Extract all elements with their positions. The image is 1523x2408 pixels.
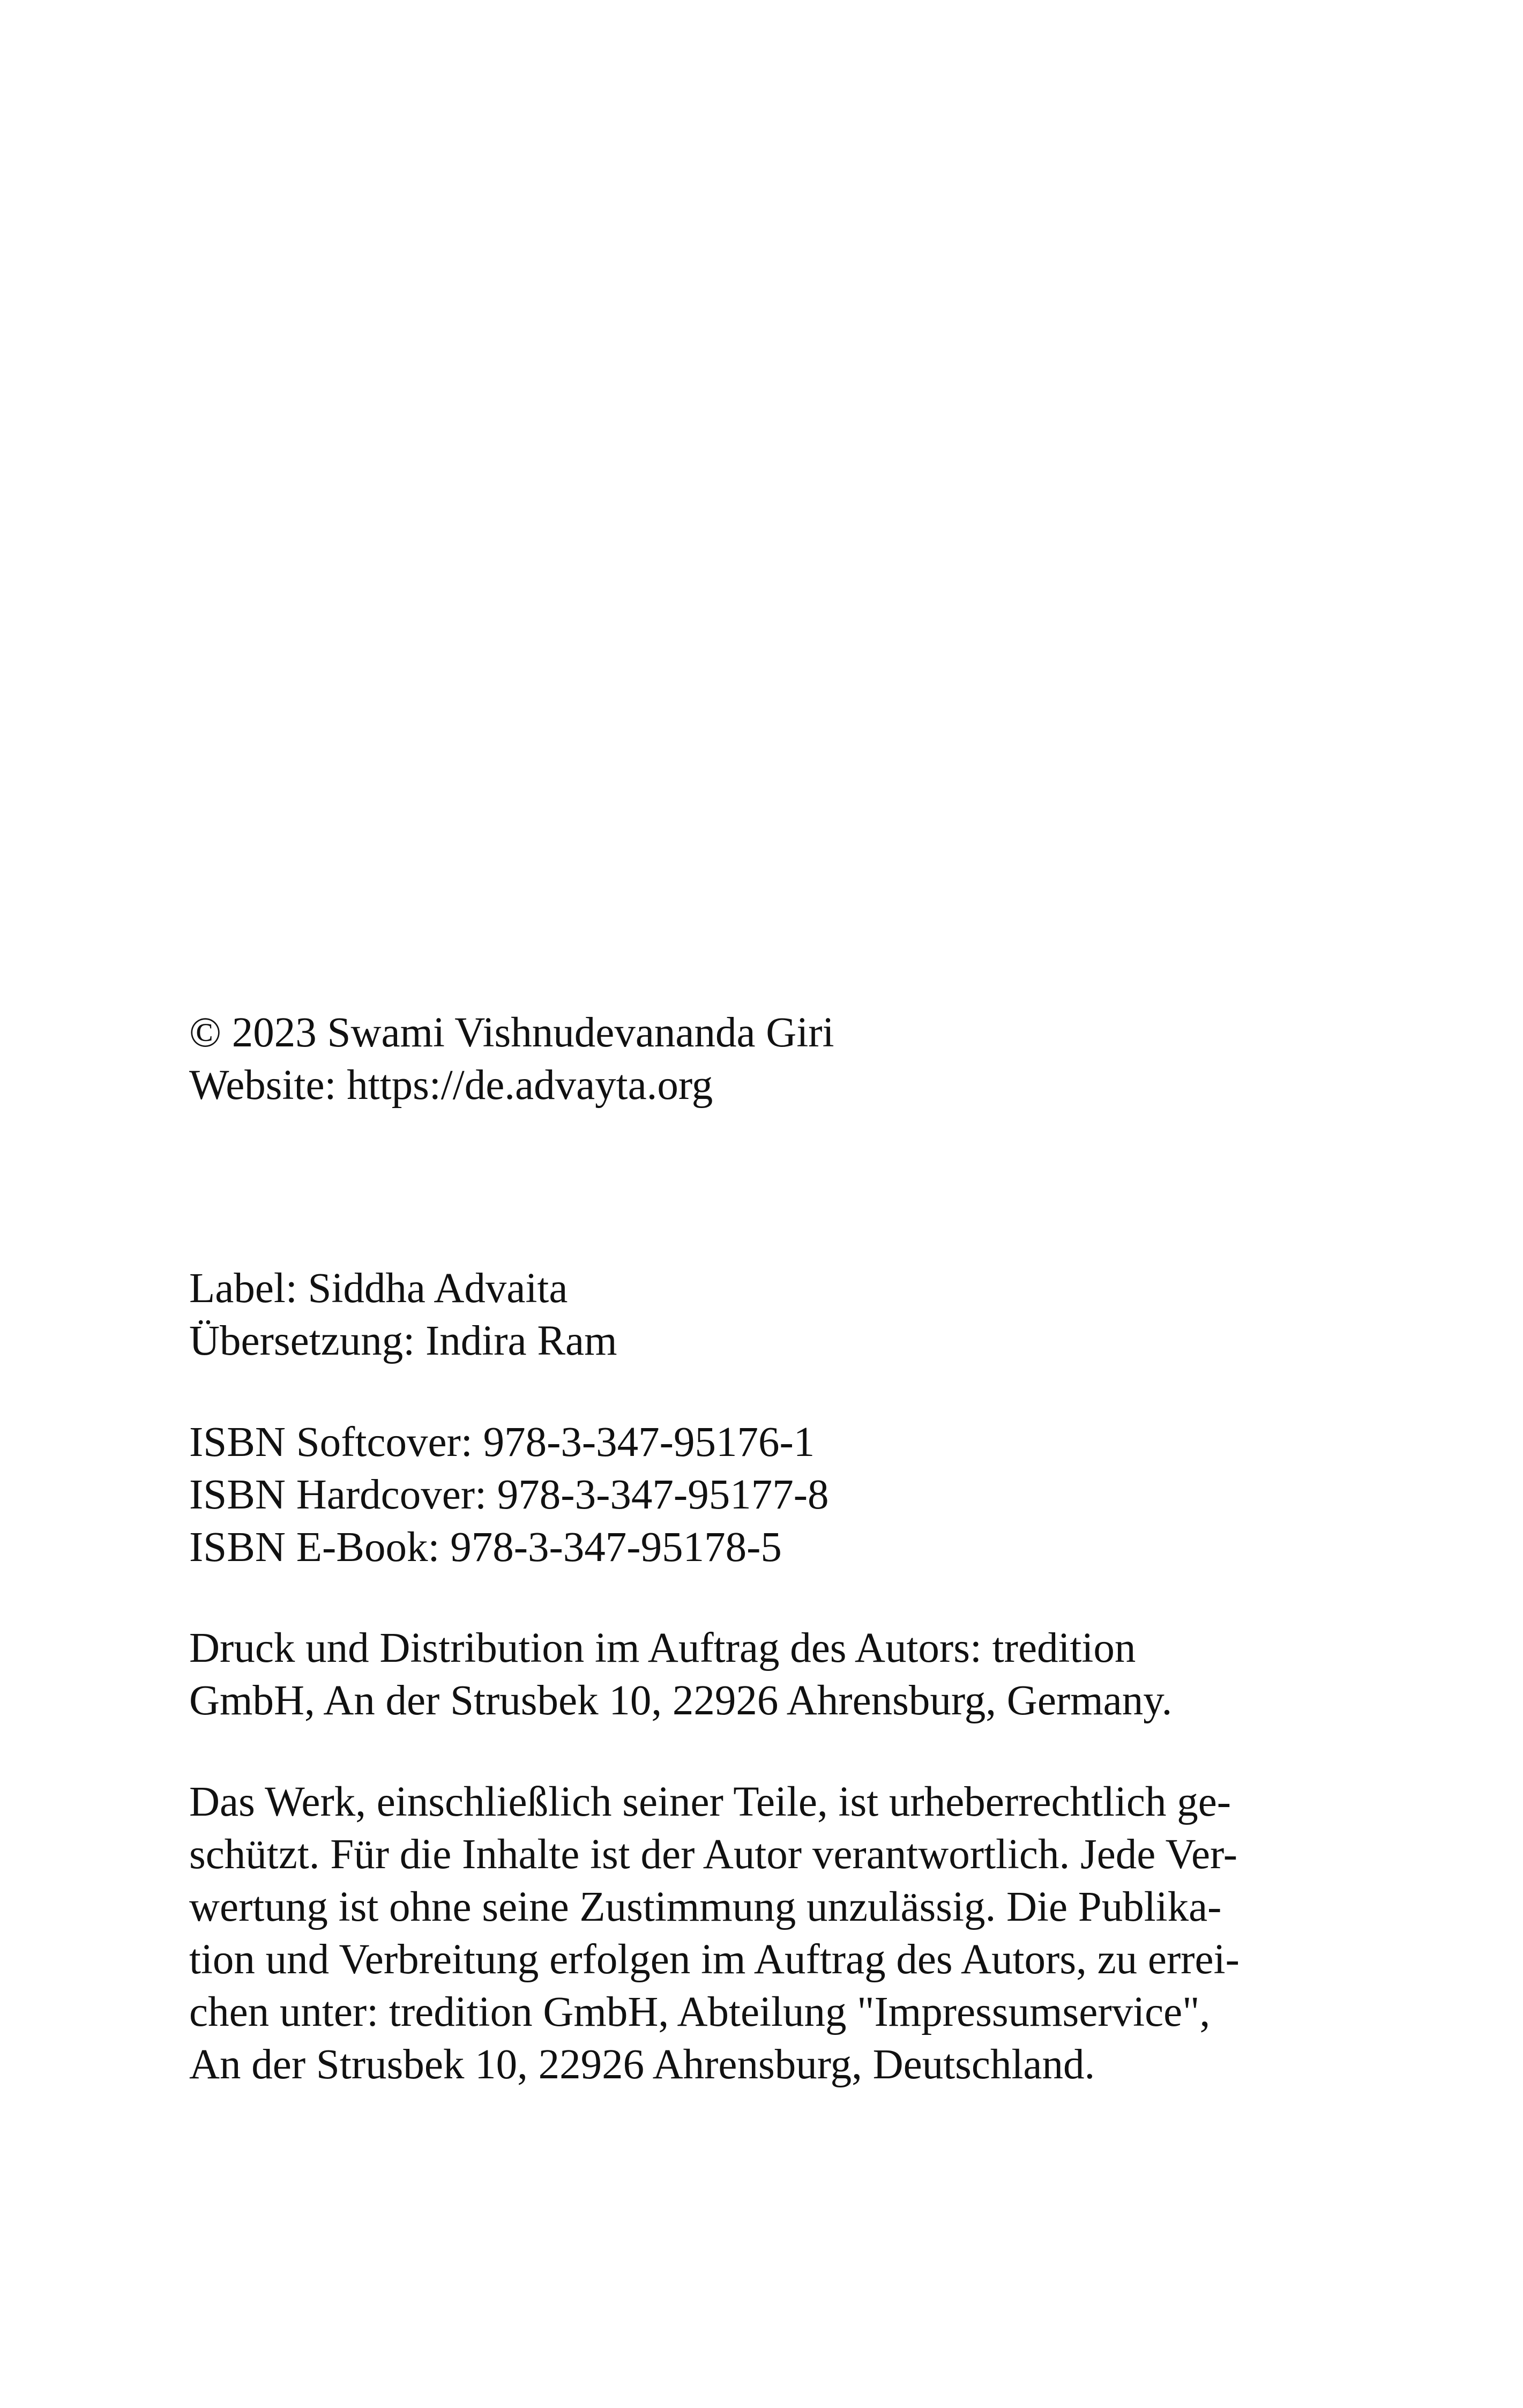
- copyright-line: © 2023 Swami Vishnudevananda Giri: [189, 1009, 834, 1056]
- legal-line: chen unter: tredition GmbH, Abteilung "Impressumservice",: [189, 1989, 1211, 2035]
- isbn-block: [189, 1416, 1315, 1574]
- legal-line: An der Strusbek 10, 22926 Ahrensburg, Deutschland.: [189, 2041, 1095, 2088]
- printing-block: [189, 1622, 1315, 1727]
- printing-line: Druck und Distribution im Auftrag des Autors: tredition: [189, 1625, 1136, 1671]
- legal-line: wertung ist ohne seine Zustimmung unzulässig. Die Publika-: [189, 1884, 1222, 1930]
- copyright-block: [189, 1007, 1315, 1112]
- isbn-softcover-line: ISBN Softcover: 978-3-347-95176-1: [189, 1419, 815, 1466]
- credits-block: [189, 1262, 1315, 1367]
- legal-line: tion und Verbreitung erfolgen im Auftrag des Autors, zu errei-: [189, 1936, 1240, 1983]
- legal-line: Das Werk, einschließlich seiner Teile, ist urheberrechtlich ge-: [189, 1779, 1231, 1825]
- legal-line: schützt. Für die Inhalte ist der Autor verantwortlich. Jede Ver-: [189, 1831, 1238, 1878]
- isbn-ebook-line: ISBN E-Book: 978-3-347-95178-5: [189, 1524, 782, 1571]
- isbn-hardcover-line: ISBN Hardcover: 978-3-347-95177-8: [189, 1471, 829, 1518]
- label-line: Label: Siddha Advaita: [189, 1265, 568, 1312]
- printing-line: GmbH, An der Strusbek 10, 22926 Ahrensburg, Germany.: [189, 1677, 1173, 1724]
- legal-notice-block: [189, 1776, 1315, 2091]
- translation-line: Übersetzung: Indira Ram: [189, 1318, 617, 1364]
- website-line: Website: https://de.advayta.org: [189, 1062, 713, 1109]
